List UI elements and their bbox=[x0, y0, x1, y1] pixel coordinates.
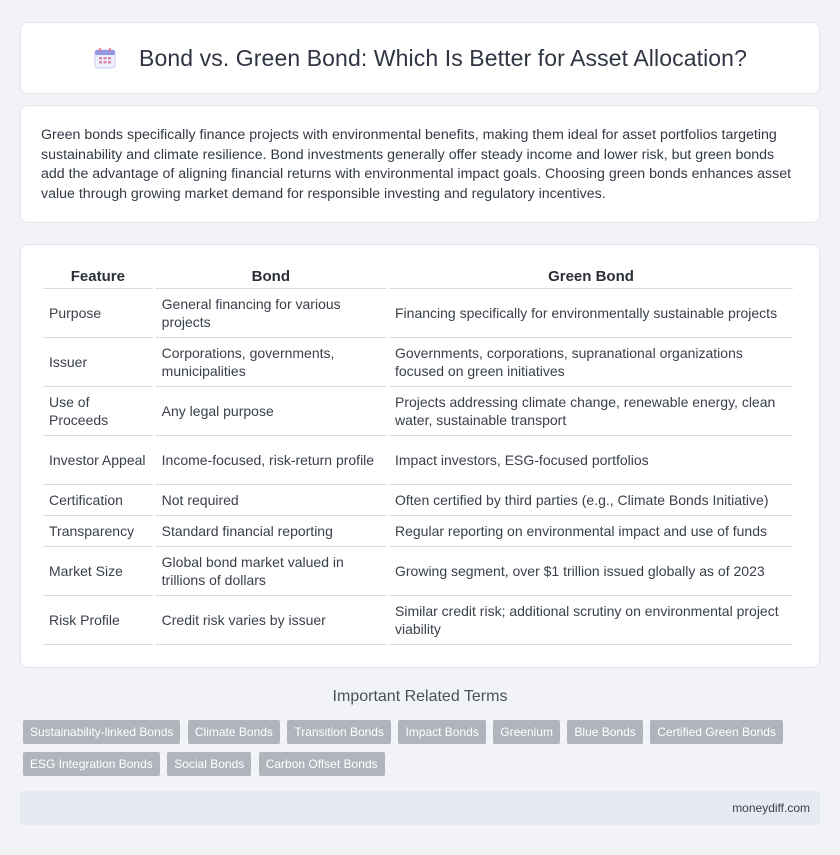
cell-feature: Market Size bbox=[43, 547, 153, 596]
title-wrap bbox=[93, 45, 747, 72]
comparison-card bbox=[20, 244, 820, 668]
header-green-bond: Green Bond bbox=[389, 263, 793, 289]
cell-feature: Use of Proceeds bbox=[43, 387, 153, 436]
table-header-row bbox=[43, 263, 793, 289]
tag-social-bonds[interactable]: Social Bonds bbox=[167, 752, 251, 776]
cell-bond: Global bond market valued in trillions of dollars bbox=[156, 547, 386, 596]
related-terms-tags bbox=[23, 720, 823, 784]
footer-site[interactable]: moneydiff.com bbox=[732, 801, 810, 815]
header-card bbox=[20, 22, 820, 94]
page-title: Bond vs. Green Bond: Which Is Better for Asset Allocation? bbox=[139, 44, 747, 71]
cell-feature: Issuer bbox=[43, 338, 153, 387]
cell-feature: Transparency bbox=[43, 516, 153, 547]
cell-feature: Risk Profile bbox=[43, 596, 153, 645]
cell-bond: Corporations, governments, municipalities bbox=[156, 338, 386, 387]
footer bbox=[20, 791, 820, 825]
header-bond: Bond bbox=[156, 263, 386, 289]
tag-climate-bonds[interactable]: Climate Bonds bbox=[188, 720, 280, 744]
intro-card bbox=[20, 105, 820, 223]
tag-blue-bonds[interactable]: Blue Bonds bbox=[567, 720, 642, 744]
table-row bbox=[43, 387, 793, 436]
tag-certified-green-bonds[interactable]: Certified Green Bonds bbox=[650, 720, 783, 744]
cell-bond: Standard financial reporting bbox=[156, 516, 386, 547]
cell-feature: Certification bbox=[43, 485, 153, 516]
calendar-icon bbox=[93, 46, 117, 70]
cell-green-bond: Governments, corporations, supranational organizations focused on green initiatives bbox=[389, 338, 793, 387]
header-feature: Feature bbox=[43, 263, 153, 289]
cell-feature: Purpose bbox=[43, 289, 153, 338]
intro-text: Green bonds specifically finance projects with environmental benefits, making them ideal for asset portfolios targeting sustainability and climate resilience. Bond investments generally offer steady income and lower risk, but green bonds add the advantage of aligning financial returns with environmental impact goals. Choosing green bonds enhances asset value through growing market demand for responsible investing and regulatory incentives. bbox=[41, 127, 792, 202]
cell-green-bond: Regular reporting on environmental impact and use of funds bbox=[389, 516, 793, 547]
cell-green-bond: Growing segment, over $1 trillion issued globally as of 2023 bbox=[389, 547, 793, 596]
table-row bbox=[43, 289, 793, 338]
cell-green-bond: Impact investors, ESG-focused portfolios bbox=[389, 436, 793, 485]
table-row bbox=[43, 338, 793, 387]
tag-carbon-offset-bonds[interactable]: Carbon Offset Bonds bbox=[259, 752, 385, 776]
cell-green-bond: Often certified by third parties (e.g., Climate Bonds Initiative) bbox=[389, 485, 793, 516]
cell-feature: Investor Appeal bbox=[43, 436, 153, 485]
tag-sustainability-linked-bonds[interactable]: Sustainability-linked Bonds bbox=[23, 720, 180, 744]
cell-green-bond: Financing specifically for environmentally sustainable projects bbox=[389, 289, 793, 338]
tag-esg-integration-bonds[interactable]: ESG Integration Bonds bbox=[23, 752, 160, 776]
tag-impact-bonds[interactable]: Impact Bonds bbox=[398, 720, 485, 744]
table-row bbox=[43, 436, 793, 485]
tag-greenium[interactable]: Greenium bbox=[493, 720, 560, 744]
related-terms-title: Important Related Terms bbox=[332, 688, 508, 705]
cell-bond: Income-focused, risk-return profile bbox=[156, 436, 386, 485]
cell-bond: General financing for various projects bbox=[156, 289, 386, 338]
table-row bbox=[43, 485, 793, 516]
table-row bbox=[43, 547, 793, 596]
tag-transition-bonds[interactable]: Transition Bonds bbox=[287, 720, 391, 744]
cell-green-bond: Projects addressing climate change, renewable energy, clean water, sustainable transport bbox=[389, 387, 793, 436]
cell-green-bond: Similar credit risk; additional scrutiny on environmental project viability bbox=[389, 596, 793, 645]
comparison-table bbox=[40, 263, 796, 645]
cell-bond: Not required bbox=[156, 485, 386, 516]
table-row bbox=[43, 516, 793, 547]
cell-bond: Any legal purpose bbox=[156, 387, 386, 436]
table-row bbox=[43, 596, 793, 645]
cell-bond: Credit risk varies by issuer bbox=[156, 596, 386, 645]
